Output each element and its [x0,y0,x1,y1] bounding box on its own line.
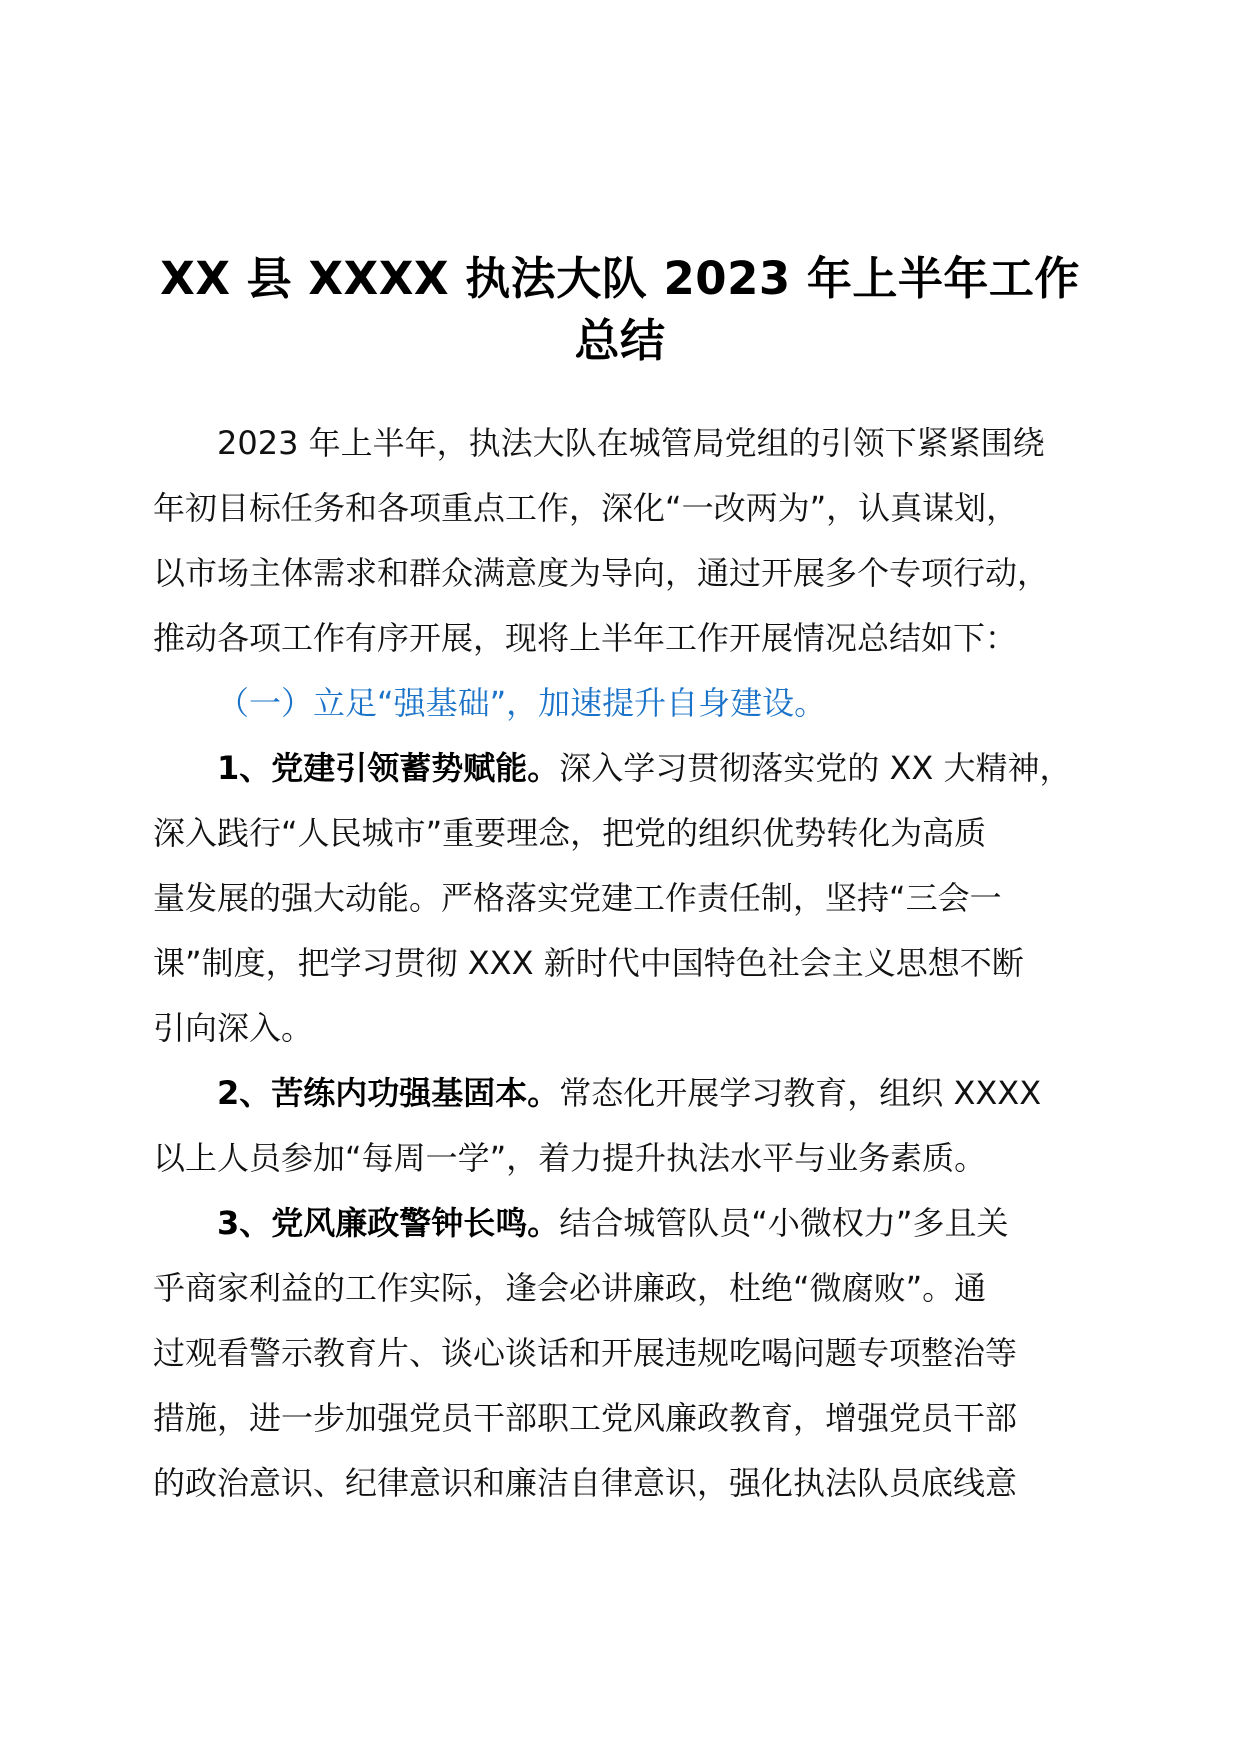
item-2-first-line-rest: 常态化开展学习教育，组织 XXXX [559,1074,1042,1112]
item-2-lead: 2、苦练内功强基固本。 [217,1074,560,1112]
item-3-lead: 3、党风廉政警钟长鸣。 [217,1204,560,1242]
intro-line-1: 2023 年上半年，执法大队在城管局党组的引领下紧紧围绕 [217,424,1045,462]
item-1-line-3: 量发展的强大动能。严格落实党建工作责任制，坚持“三会一 [153,879,1002,917]
item-3-line-4: 措施，进一步加强党员干部职工党风廉政教育，增强党员干部 [153,1399,1018,1437]
item-2-first-line [153,1061,1108,1126]
item-1-first-line [153,736,1108,801]
item-3-first-line-rest: 结合城管队员“小微权力”多且关 [559,1204,1009,1242]
intro-paragraph [153,411,1108,671]
document-title [150,248,1090,372]
item-1-paragraph [153,736,1108,1061]
item-1-line-4: 课”制度，把学习贯彻 XXX 新时代中国特色社会主义思想不断 [153,944,1024,982]
title-line-2: 总结 [574,314,666,367]
item-3-paragraph [153,1191,1108,1516]
document-body [153,411,1108,1516]
section-heading: （一）立足“强基础”，加速提升自身建设。 [217,684,827,722]
item-1-lead: 1、党建引领蓄势赋能。 [217,749,560,787]
item-2-paragraph [153,1061,1108,1191]
item-3-line-3: 过观看警示教育片、谈心谈话和开展违规吃喝问题专项整治等 [153,1334,1018,1372]
title-line-1: XX 县 XXXX 执法大队 2023 年上半年工作 [160,252,1080,305]
item-1-first-line-rest: 深入学习贯彻落实党的 XX 大精神， [559,749,1072,787]
intro-line-2: 年初目标任务和各项重点工作，深化“一改两为”，认真谋划， [153,489,1019,527]
intro-line-4: 推动各项工作有序开展，现将上半年工作开展情况总结如下： [153,619,1018,657]
item-3-first-line [153,1191,1108,1256]
item-3-line-2: 乎商家利益的工作实际，逢会必讲廉政，杜绝“微腐败”。通 [153,1269,987,1307]
item-1-line-2: 深入践行“人民城市”重要理念，把党的组织优势转化为高质 [153,814,987,852]
intro-line-3: 以市场主体需求和群众满意度为导向，通过开展多个专项行动， [153,554,1050,592]
item-2-line-2: 以上人员参加“每周一学”，着力提升执法水平与业务素质。 [153,1139,987,1177]
item-3-line-5: 的政治意识、纪律意识和廉洁自律意识，强化执法队员底线意 [153,1464,1018,1502]
item-1-line-5: 引向深入。 [153,1009,314,1047]
